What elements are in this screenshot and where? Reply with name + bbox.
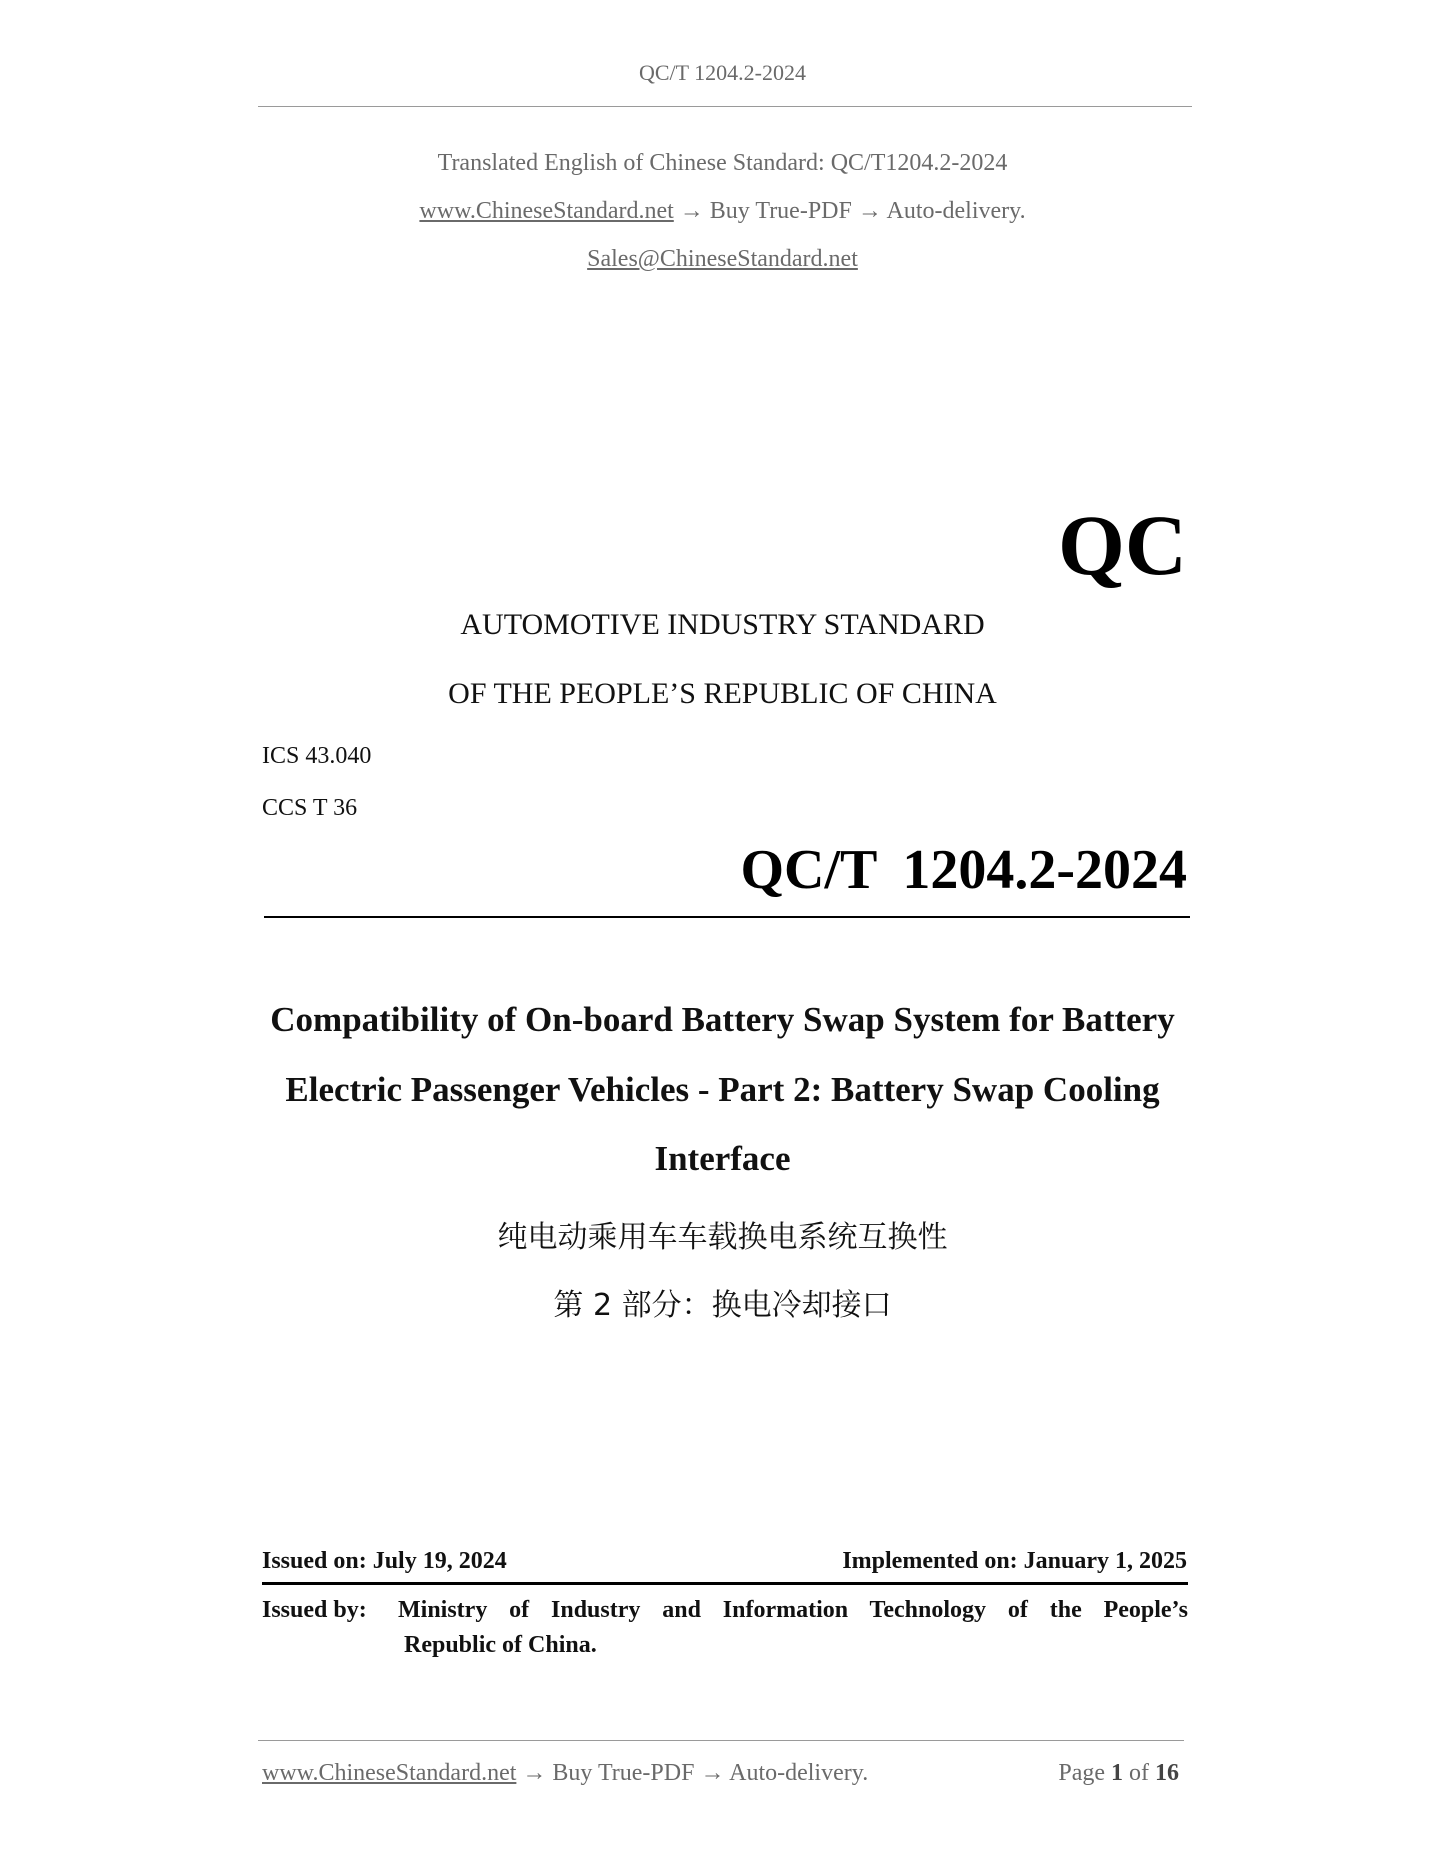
translated-notice: Translated English of Chinese Standard: QC/T1204.2-2024 — [437, 150, 1008, 176]
issuer-text-continued: Republic of China. — [404, 1632, 597, 1658]
chinese-title-line: 第 2 部分：换电冷却接口 — [553, 1288, 892, 1323]
number-divider — [264, 916, 1190, 918]
page-word: Page — [1058, 1760, 1105, 1786]
footer-buy-text: → Buy True-PDF → Auto-delivery. — [522, 1760, 869, 1786]
running-header: QC/T 1204.2-2024 — [638, 60, 807, 85]
footer-site-link[interactable]: www.ChineseStandard.net — [262, 1760, 517, 1786]
implemented-on-date: Implemented on: January 1, 2025 — [842, 1548, 1187, 1574]
buy-text: → Buy True-PDF → Auto-delivery. — [679, 198, 1026, 224]
footer-buy-line — [262, 1760, 868, 1787]
footer-divider — [258, 1740, 1184, 1741]
dates-divider — [262, 1582, 1188, 1585]
ics-code: ICS 43.040 — [262, 743, 372, 769]
standard-type-line1: AUTOMOTIVE INDUSTRY STANDARD — [460, 608, 985, 641]
title-line: Electric Passenger Vehicles - Part 2: Battery Swap Cooling — [285, 1070, 1160, 1109]
site-link[interactable]: www.ChineseStandard.net — [419, 198, 674, 224]
issuer-text: Ministry of Industry and Information Technology of the People’s — [398, 1597, 1188, 1623]
page-current: 1 — [1111, 1760, 1123, 1786]
sales-email-link[interactable]: Sales@ChineseStandard.net — [587, 246, 858, 272]
page-total: 16 — [1155, 1760, 1179, 1786]
sales-line — [0, 246, 1445, 273]
title-line: Compatibility of On-board Battery Swap System for Battery — [270, 1000, 1175, 1039]
standard-number: QC/T 1204.2-2024 — [740, 839, 1187, 901]
title-line: Interface — [654, 1139, 791, 1178]
qc-logo: QC — [1058, 497, 1187, 593]
ccs-code: CCS T 36 — [262, 795, 358, 821]
chinese-title-line: 纯电动乘用车车载换电系统互换性 — [497, 1220, 948, 1255]
standard-type-line2: OF THE PEOPLE’S REPUBLIC OF CHINA — [448, 677, 997, 710]
buy-line — [0, 198, 1445, 225]
issued-on-date: Issued on: July 19, 2024 — [262, 1548, 507, 1574]
of-word: of — [1129, 1760, 1149, 1786]
header-divider — [258, 106, 1192, 107]
page-indicator — [1058, 1760, 1179, 1787]
issued-by-label: Issued by: — [262, 1597, 367, 1623]
